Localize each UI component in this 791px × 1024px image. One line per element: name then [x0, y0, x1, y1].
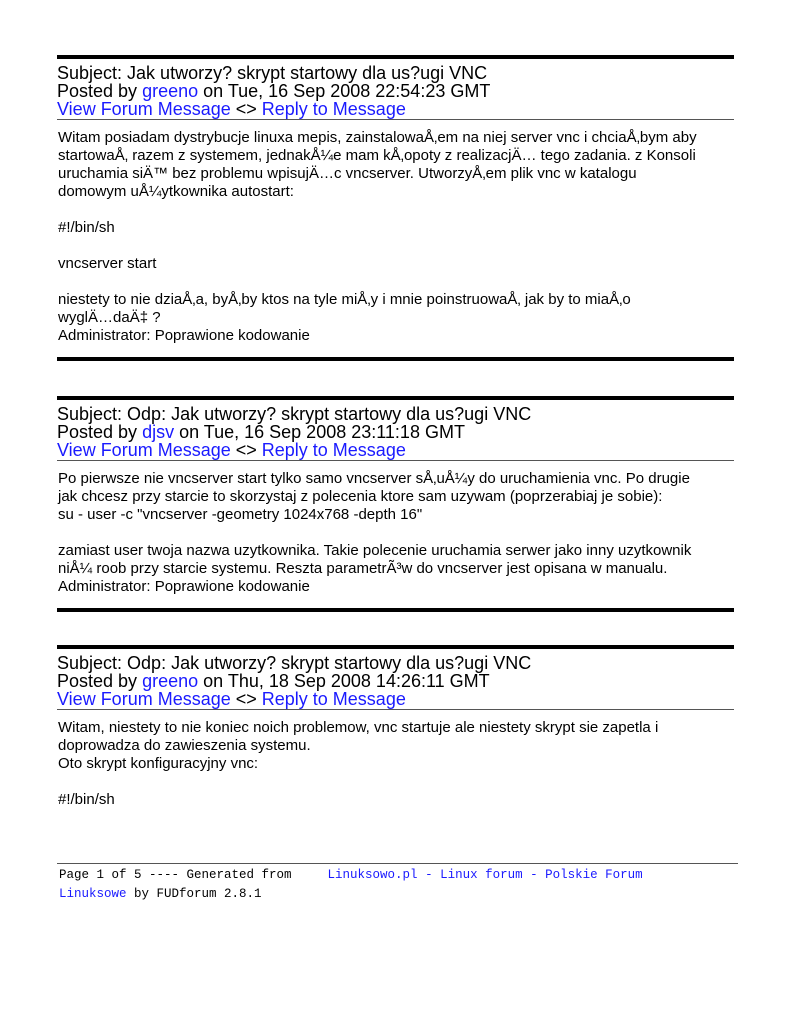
body-line: startowaÅ‚ razem z systemem, jednakÅ¼e mam kÅ‚opoty z realizacjÄ… tego zadania. z Konsoli [58, 147, 696, 164]
body-line: zamiast user twoja nazwa uzytkownika. Takie polecenie uruchamia serwer jako inny uzytkownik [58, 542, 692, 559]
body-line: domowym uÅ¼ytkownika autostart: [58, 183, 294, 200]
body-line: #!/bin/sh [58, 791, 115, 808]
body-line: Administrator: Poprawione kodowanie [58, 578, 310, 595]
view-forum-message-link[interactable]: View Forum Message [57, 440, 231, 460]
page-footer [57, 863, 738, 904]
forum-home-link[interactable]: Linuksowo.pl - Linux forum - Polskie Forum [327, 868, 643, 882]
post-bottom-rule [57, 357, 734, 361]
post-body [57, 461, 734, 596]
body-line: #!/bin/sh [58, 219, 115, 236]
body-line: Administrator: Poprawione kodowanie [58, 327, 310, 344]
post-header [57, 400, 734, 459]
reply-to-message-link[interactable]: Reply to Message [261, 99, 406, 119]
post-date: on Tue, 16 Sep 2008 23:11:18 GMT [174, 422, 465, 442]
body-line: su - user -c "vncserver -geometry 1024x768 -depth 16" [58, 506, 423, 523]
body-blank-line [58, 201, 734, 219]
forum-post-1 [57, 55, 734, 361]
author-link[interactable]: greeno [142, 81, 199, 101]
author-link[interactable]: djsv [142, 422, 175, 442]
body-blank-line [58, 273, 734, 291]
posted-by-label: Posted by [57, 671, 143, 691]
post-byline [57, 672, 734, 690]
author-link[interactable]: greeno [142, 671, 199, 691]
post-body [57, 710, 734, 809]
post-date: on Thu, 18 Sep 2008 14:26:11 GMT [198, 671, 490, 691]
post-actions [57, 690, 734, 708]
body-blank-line [58, 524, 734, 542]
actions-separator: <> [230, 99, 262, 119]
reply-to-message-link[interactable]: Reply to Message [261, 689, 406, 709]
reply-to-message-link[interactable]: Reply to Message [261, 440, 406, 460]
posted-by-label: Posted by [57, 81, 143, 101]
body-line: doprowadza do zawieszenia systemu. [58, 737, 311, 754]
body-line: vncserver start [58, 255, 157, 272]
post-subject: Subject: Odp: Jak utworzy? skrypt startowy dla us?ugi VNC [57, 404, 532, 424]
posted-by-label: Posted by [57, 422, 143, 442]
body-line: niestety to nie dziaÅ‚a, byÅ‚by ktos na tyle miÅ‚y i mnie poinstruowaÅ‚ jak by to miaÅ‚o [58, 291, 631, 308]
body-line: jak chcesz przy starcie to skorzystaj z polecenia ktore sam uzywam (poprzerabiaj je sobie): [58, 488, 663, 505]
actions-separator: <> [230, 440, 262, 460]
post-bottom-rule [57, 608, 734, 612]
body-line: niÅ¼ roob przy starcie systemu. Reszta parametrÃ³w do vncserver jest opisana w manualu. [58, 560, 668, 577]
body-line: wyglÄ…daÄ‡ ? [58, 309, 161, 326]
body-line: Po pierwsze nie vncserver start tylko samo vncserver sÅ‚uÅ¼y do uruchamienia vnc. Po drugie [58, 470, 690, 487]
post-date: on Tue, 16 Sep 2008 22:54:23 GMT [198, 81, 491, 101]
view-forum-message-link[interactable]: View Forum Message [57, 99, 231, 119]
forum-post-3 [57, 645, 734, 809]
post-header [57, 649, 734, 708]
post-actions [57, 441, 734, 459]
footer-software-text: by FUDforum 2.8.1 [126, 887, 262, 901]
forum-home-link-continued[interactable]: Linuksowe [59, 887, 127, 901]
body-line: Witam posiadam dystrybucje linuxa mepis, zainstalowaÅ‚em na niej server vnc i chciaÅ‚bym aby [58, 129, 697, 146]
view-forum-message-link[interactable]: View Forum Message [57, 689, 231, 709]
actions-separator: <> [230, 689, 262, 709]
post-subject: Subject: Odp: Jak utworzy? skrypt startowy dla us?ugi VNC [57, 653, 532, 673]
body-line: uruchamia siÄ™ bez problemu wpisujÄ…c vncserver. UtworzyÅ‚em plik vnc w katalogu [58, 165, 637, 182]
body-line: Oto skrypt konfiguracyjny vnc: [58, 755, 259, 772]
post-byline [57, 423, 734, 441]
post-byline [57, 82, 734, 100]
body-blank-line [58, 237, 734, 255]
post-header [57, 59, 734, 118]
footer-generated-text: Page 1 of 5 ---- Generated from [59, 868, 292, 882]
body-blank-line [58, 773, 734, 791]
body-line: Witam, niestety to nie koniec noich problemow, vnc startuje ale niestety skrypt sie zapetla i [58, 719, 659, 736]
post-body [57, 120, 734, 345]
post-actions [57, 100, 734, 118]
post-subject: Subject: Jak utworzy? skrypt startowy dla us?ugi VNC [57, 63, 488, 83]
forum-post-2 [57, 396, 734, 612]
